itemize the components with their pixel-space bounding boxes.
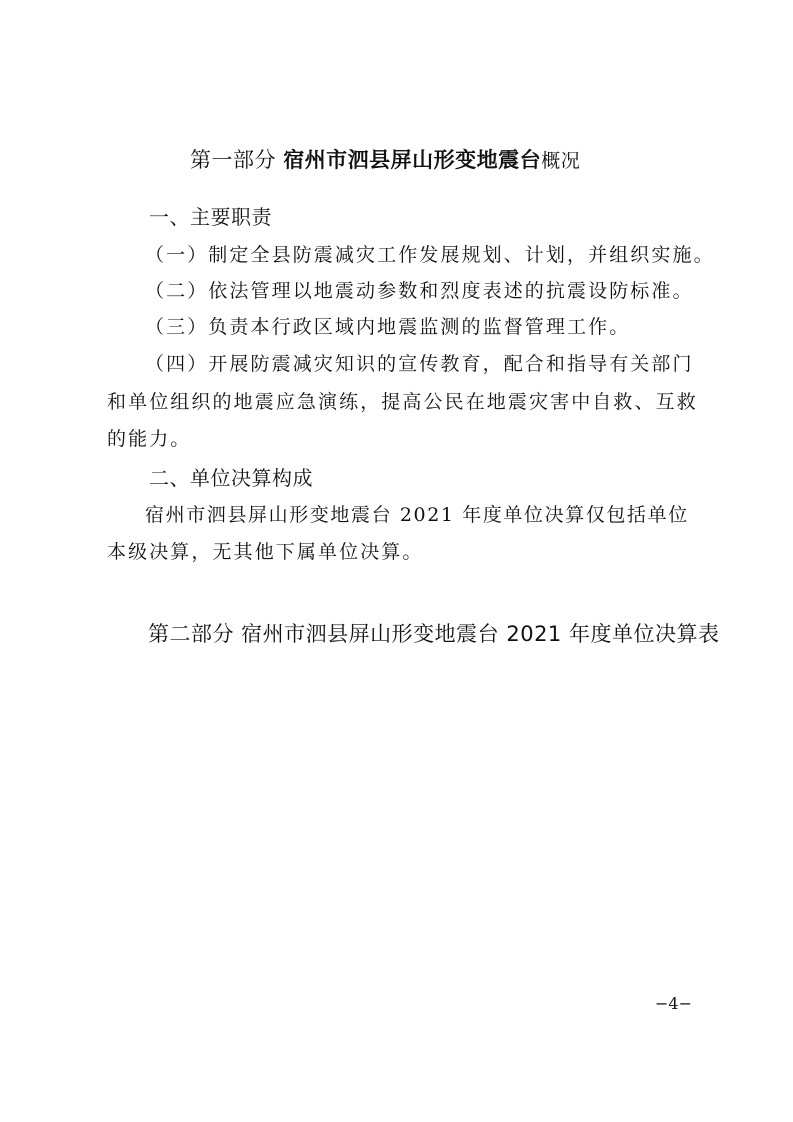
- duty-item-4-line-3: 的能力。: [107, 428, 192, 450]
- part-two-title: 第二部分 宿州市泗县屏山形变地震台 2021 年度单位决算表: [148, 622, 720, 646]
- duty-item-4-line-2: 和单位组织的地震应急演练，提高公民在地震灾害中自救、互救: [107, 391, 698, 413]
- part-one-label: 第一部分: [190, 148, 276, 172]
- page-number: −4−: [655, 994, 692, 1013]
- composition-line-1: 宿州市泗县屏山形变地震台 2021 年度单位决算仅包括单位: [145, 504, 689, 526]
- duty-item-3: （三）负责本行政区域内地震监测的监督管理工作。: [145, 316, 631, 338]
- section-two-heading: 二、单位决算构成: [149, 466, 313, 490]
- duty-item-4-line-1: （四）开展防震减灾知识的宣传教育，配合和指导有关部门: [145, 353, 694, 375]
- duty-item-2: （二）依法管理以地震动参数和烈度表述的抗震设防标准。: [145, 280, 694, 302]
- part-one-title: [190, 144, 580, 174]
- duty-item-1: （一）制定全县防震减灾工作发展规划、计划，并组织实施。: [145, 244, 715, 266]
- part-one-suffix: 概况: [541, 150, 581, 172]
- composition-line-2: 本级决算，无其他下属单位决算。: [107, 541, 424, 563]
- part-one-org-name: 宿州市泗县屏山形变地震台: [283, 148, 542, 172]
- section-one-heading: 一、主要职责: [149, 205, 272, 229]
